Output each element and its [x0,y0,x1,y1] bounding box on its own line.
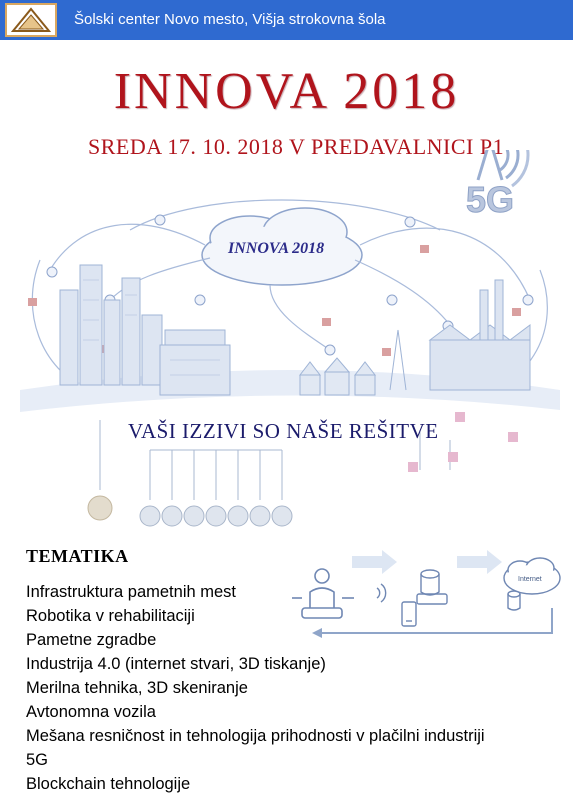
list-item: Merilna tehnika, 3D skeniranje [26,679,248,697]
database-icon [508,591,520,610]
list-item: Infrastruktura pametnih mest [26,583,237,601]
slogan: VAŠI IZZIVI SO NAŠE REŠITVE [128,419,439,443]
tematika-heading: TEMATIKA [26,546,129,566]
event-title: INNOVA 2018 [113,63,460,120]
list-item: Robotika v rehabilitaciji [26,607,195,625]
event-date-location: SREDA 17. 10. 2018 V PREDAVALNICI P1 [88,134,505,159]
topic-list [26,580,485,796]
smart-city-illustration [0,150,573,530]
5g-badge: 5G [466,179,515,220]
list-item: Industrija 4.0 (internet stvari, 3D tiskanje) [26,655,326,673]
list-item: Blockchain tehnologije [26,775,191,793]
triangle-logo-icon [5,3,57,37]
list-item: 5G [26,751,49,769]
school-name: Šolski center Novo mesto, Višja strokovna šola [74,11,386,28]
cloud-label: INNOVA 2018 [228,240,325,257]
list-item: Avtonomna vozila [26,703,156,721]
internet-label: Internet [518,576,542,583]
header-bar [0,0,573,40]
list-item: Mešana resničnost in tehnologija prihodnosti v plačilni industriji [26,727,485,745]
list-item: Pametne zgradbe [26,631,157,649]
